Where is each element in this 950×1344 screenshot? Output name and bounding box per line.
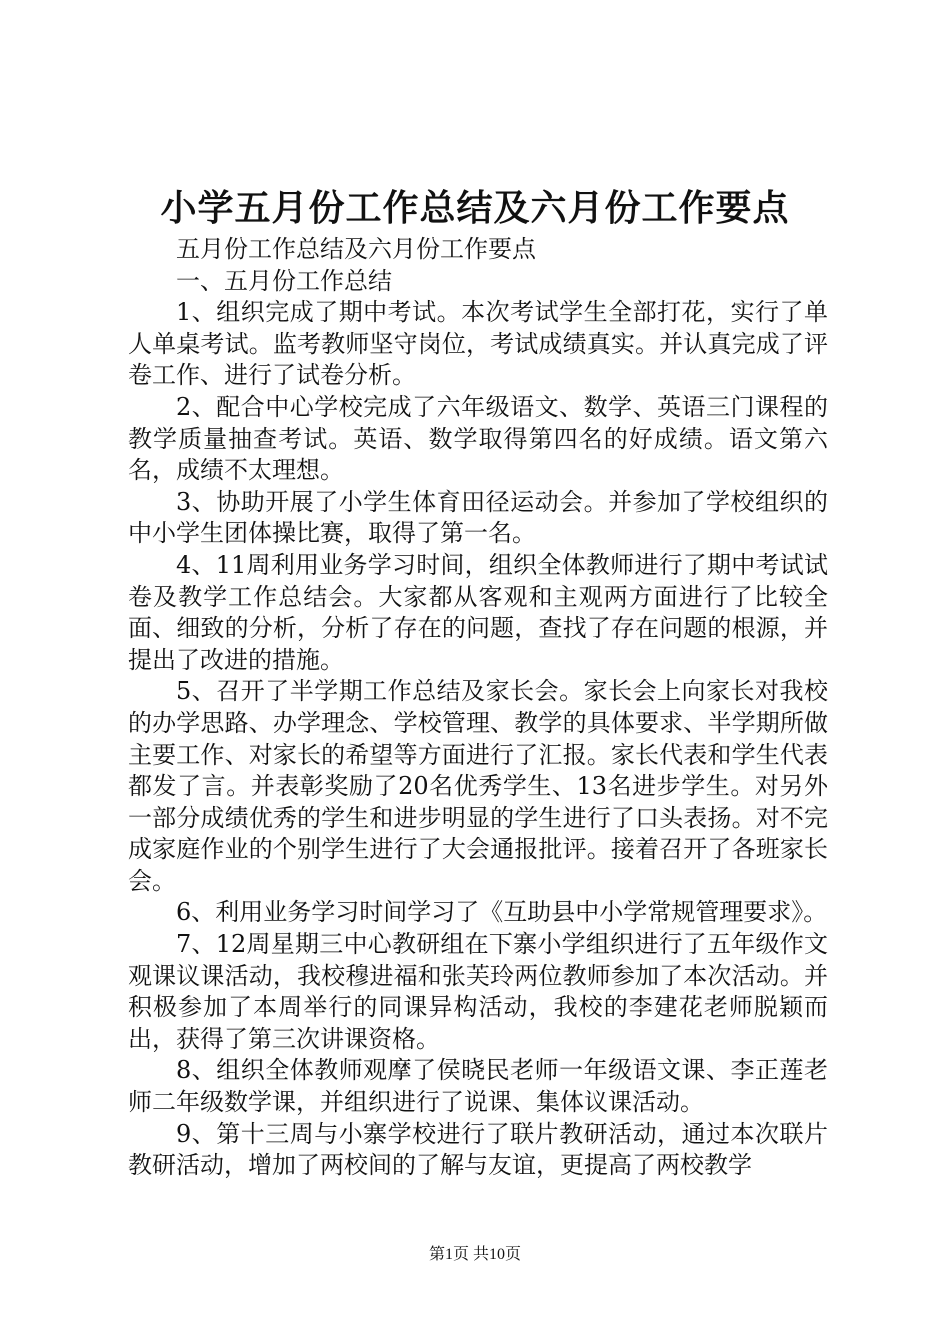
paragraph-item-5: 5、召开了半学期工作总结及家长会。家长会上向家长对我校的办学思路、办学理念、学校管理、教学的具体要求、半学期所做主要工作、对家长的希望等方面进行了汇报。家长代表和学生代表都发了言。并表彰奖励了20名优秀学生、13名进步学生。对另外一部分成绩优秀的学生和进步明显的学生进行了口头表扬。对不完成家庭作业的个别学生进行了大会通报批评。接着召开了各班家长会。	[128, 677, 828, 895]
document-title: 小学五月份工作总结及六月份工作要点	[160, 188, 790, 229]
paragraph-item-7: 7、12周星期三中心教研组在下寨小学组织进行了五年级作文观课议课活动，我校穆进福和张芙玲两位教师参加了本次活动。并积极参加了本周举行的同课异构活动，我校的李建花老师脱颖而出，获得了第三次讲课资格。	[128, 930, 828, 1053]
paragraph-section-heading: 一、五月份工作总结	[176, 266, 392, 295]
paragraph-subtitle: 五月份工作总结及六月份工作要点	[176, 235, 536, 263]
paragraph-item-2: 2、配合中心学校完成了六年级语文、数学、英语三门课程的教学质量抽查考试。英语、数学取得第四名的好成绩。语文第六名，成绩不太理想。	[128, 392, 828, 485]
paragraph-item-3: 3、协助开展了小学生体育田径运动会。并参加了学校组织的中小学生团体操比赛，取得了第一名。	[128, 487, 828, 548]
paragraph-item-9: 9、第十三周与小寨学校进行了联片教研活动，通过本次联片教研活动，增加了两校间的了解与友谊，更提高了两校教学	[128, 1119, 828, 1180]
paragraph-item-4: 4、11周利用业务学习时间，组织全体教师进行了期中考试试卷及教学工作总结会。大家都从客观和主观两方面进行了比较全面、细致的分析，分析了存在的问题，查找了存在问题的根源，并提出了改进的措施。	[128, 550, 828, 674]
paragraph-item-6: 6、利用业务学习时间学习了《互助县中小学常规管理要求》。	[176, 898, 828, 927]
paragraph-item-1: 1、组织完成了期中考试。本次考试学生全部打花，实行了单人单桌考试。监考教师坚守岗位，考试成绩真实。并认真完成了评卷工作、进行了试卷分析。	[128, 298, 828, 390]
paragraph-item-8: 8、组织全体教师观摩了侯晓民老师一年级语文课、李正莲老师二年级数学课，并组织进行了说课、集体议课活动。	[128, 1056, 828, 1117]
document-body	[128, 234, 828, 1182]
page-number-footer: 第1页 共10页	[428, 1246, 521, 1263]
